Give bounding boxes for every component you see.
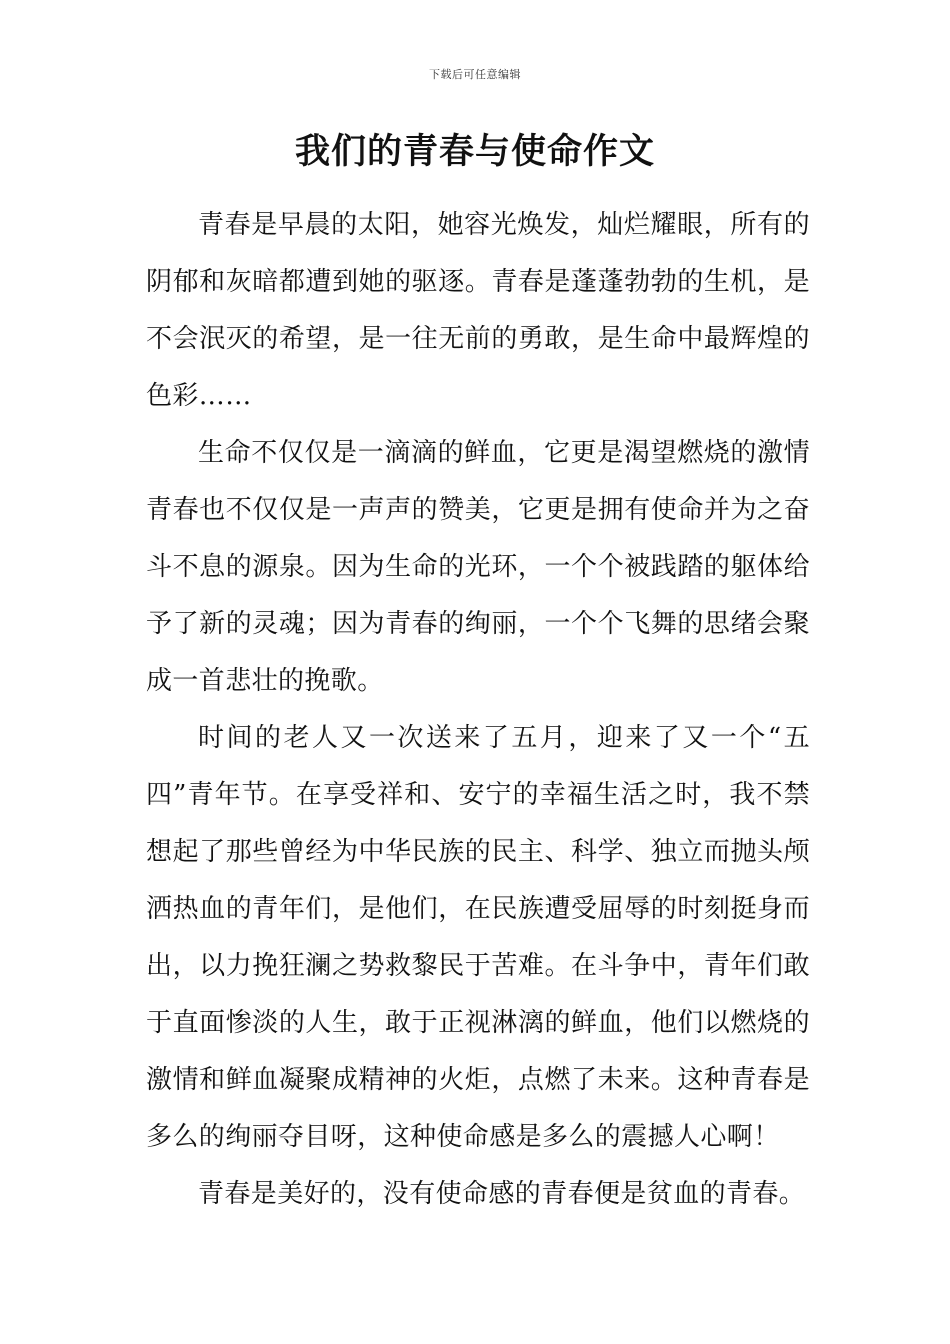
paragraph: 时间的老人又一次送来了五月，迎来了又一个“五四”青年节。在享受祥和、安宁的幸福生活之时，我不禁想起了那些曾经为中华民族的民主、科学、独立而抛头颅洒热血的青年们，是他们，在民族遭受屈辱的时刻挺身而出，以力挽狂澜之势救黎民于苦难。在斗争中，青年们敢于直面惨淡的人生，敢于正视淋漓的鲜血，他们以燃烧的激情和鲜血凝聚成精神的火炬，点燃了未来。这种青春是多么的绚丽夺目呀，这种使命感是多么的震撼人心啊！	[146, 723, 810, 1152]
paragraph: 青春是美好的，没有使命感的青春便是贫血的青春。	[198, 1179, 806, 1209]
header-note: 下载后可任意编辑	[429, 68, 521, 81]
paragraph: 青春是早晨的太阳，她容光焕发，灿烂耀眼，所有的阴郁和灰暗都遭到她的驱逐。青春是蓬蓬勃勃的生机，是不会泯灭的希望，是一往无前的勇敢，是生命中最辉煌的色彩……	[146, 210, 810, 411]
document-title: 我们的青春与使命作文	[294, 132, 655, 172]
document-body	[146, 197, 810, 1223]
paragraph: 生命不仅仅是一滴滴的鲜血，它更是渴望燃烧的激情青春也不仅仅是一声声的赞美，它更是拥有使命并为之奋斗不息的源泉。因为生命的光环，一个个被践踏的躯体给予了新的灵魂；因为青春的绚丽，一个个飞舞的思绪会聚成一首悲壮的挽歌。	[146, 438, 810, 696]
